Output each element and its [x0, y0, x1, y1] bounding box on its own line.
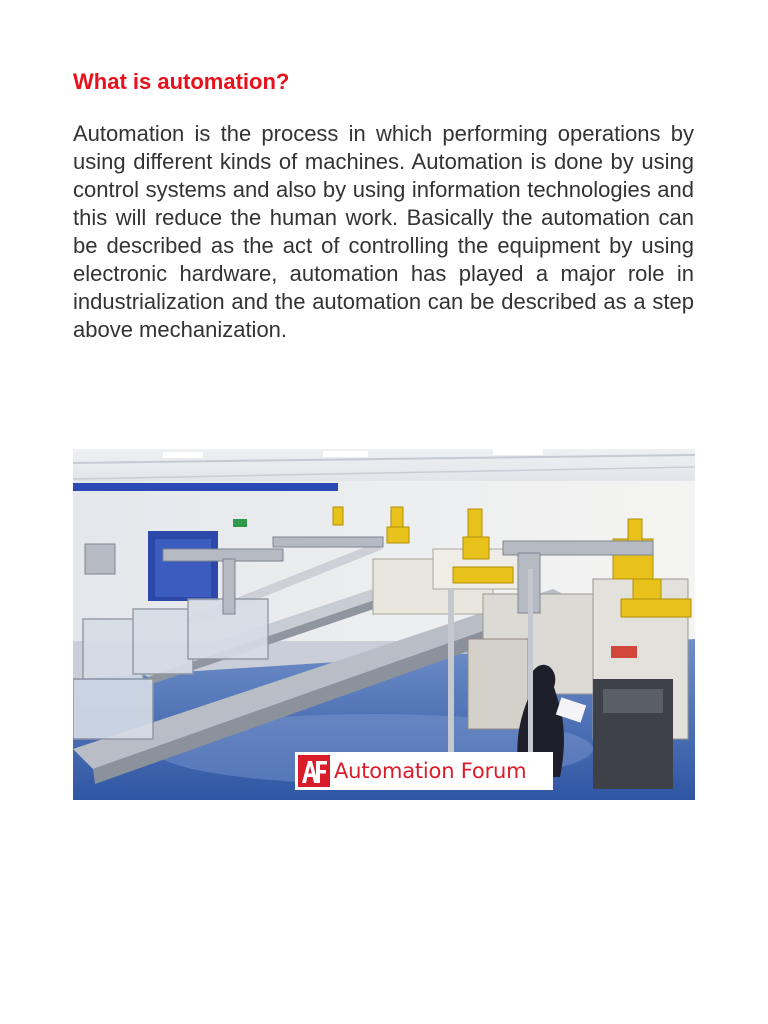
watermark-label: Automation Forum	[334, 759, 527, 783]
page-heading: What is automation?	[73, 69, 290, 94]
automation-forum-watermark	[295, 752, 553, 790]
factory-scene-illustration	[73, 449, 695, 800]
automation-lab-photo	[73, 449, 695, 800]
automation-forum-logo-icon	[298, 755, 330, 787]
body-paragraph: Automation is the process in which performing operations by using different kinds of machines. Automation is done by using control systems and also by using information technologies and this will reduce the human work. Basically the automation can be described as the act of controlling the equipment by using electronic hardware, automation has played a major role in industrialization and the automation can be described as a step above mechanization.	[73, 121, 694, 342]
